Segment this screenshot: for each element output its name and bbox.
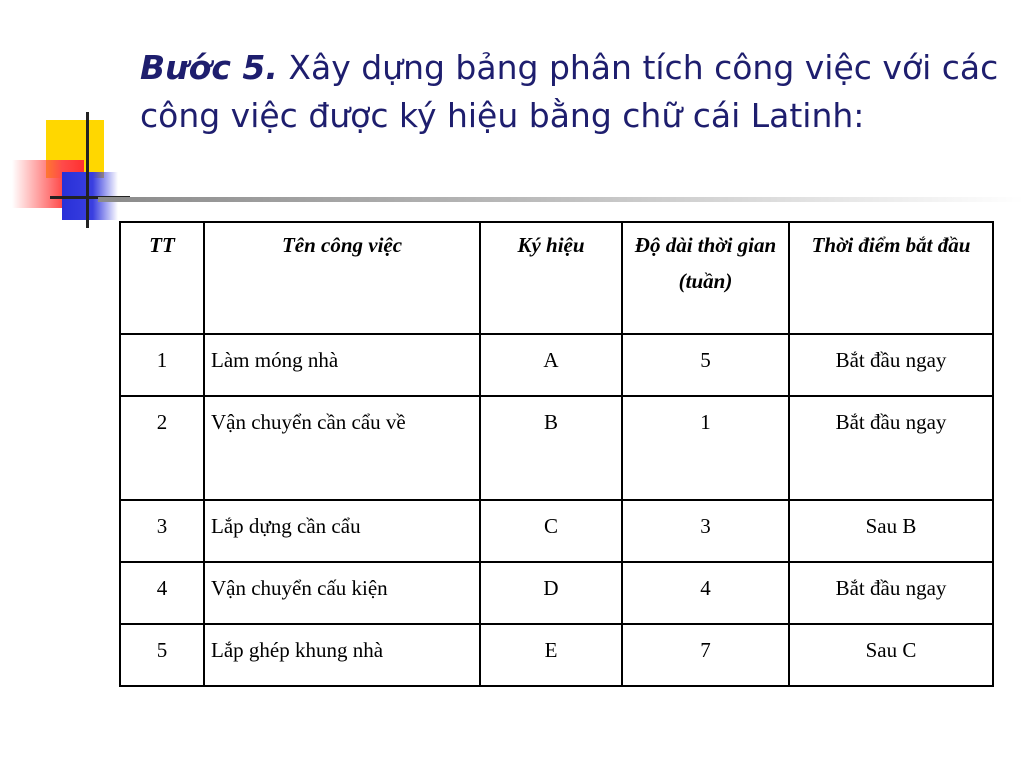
title-divider-rule (98, 197, 1024, 202)
cell-duration: 5 (622, 334, 789, 396)
cell-start-time: Bắt đầu ngay (789, 562, 993, 624)
cell-task-name: Lắp ghép khung nhà (204, 624, 480, 686)
cell-duration: 3 (622, 500, 789, 562)
cell-tt: 2 (120, 396, 204, 500)
table-row (120, 562, 993, 624)
header-symbol: Ký hiệu (480, 222, 622, 334)
cell-task-name: Vận chuyển cấu kiện (204, 562, 480, 624)
table-row (120, 500, 993, 562)
cell-symbol: D (480, 562, 622, 624)
cell-duration: 1 (622, 396, 789, 500)
cell-start-time: Bắt đầu ngay (789, 396, 993, 500)
table-row (120, 396, 993, 500)
header-tt: TT (120, 222, 204, 334)
table-header-row (120, 222, 993, 334)
slide-title (140, 44, 1000, 140)
cell-tt: 3 (120, 500, 204, 562)
work-analysis-table (119, 221, 994, 687)
title-step-label: Bước 5. (140, 48, 278, 87)
cell-symbol: A (480, 334, 622, 396)
decor-vertical-line (86, 112, 89, 228)
cell-tt: 4 (120, 562, 204, 624)
cell-start-time: Sau C (789, 624, 993, 686)
cell-tt: 5 (120, 624, 204, 686)
cell-tt: 1 (120, 334, 204, 396)
cell-duration: 7 (622, 624, 789, 686)
table-row (120, 624, 993, 686)
cell-start-time: Bắt đầu ngay (789, 334, 993, 396)
title-text: Xây dựng bảng phân tích công việc với các công việc được ký hiệu bằng chữ cái Latinh: (140, 48, 999, 135)
cell-symbol: B (480, 396, 622, 500)
header-task-name: Tên công việc (204, 222, 480, 334)
cell-task-name: Lắp dựng cần cẩu (204, 500, 480, 562)
cell-task-name: Làm móng nhà (204, 334, 480, 396)
cell-task-name (204, 396, 480, 500)
header-start-time: Thời điểm bắt đầu (789, 222, 993, 334)
cell-task-name-text: Vận chuyển cần cẩu về (211, 410, 406, 434)
table-row (120, 334, 993, 396)
cell-symbol: E (480, 624, 622, 686)
cell-duration: 4 (622, 562, 789, 624)
cell-symbol: C (480, 500, 622, 562)
cell-start-time: Sau B (789, 500, 993, 562)
header-duration: Độ dài thời gian (tuần) (622, 222, 789, 334)
